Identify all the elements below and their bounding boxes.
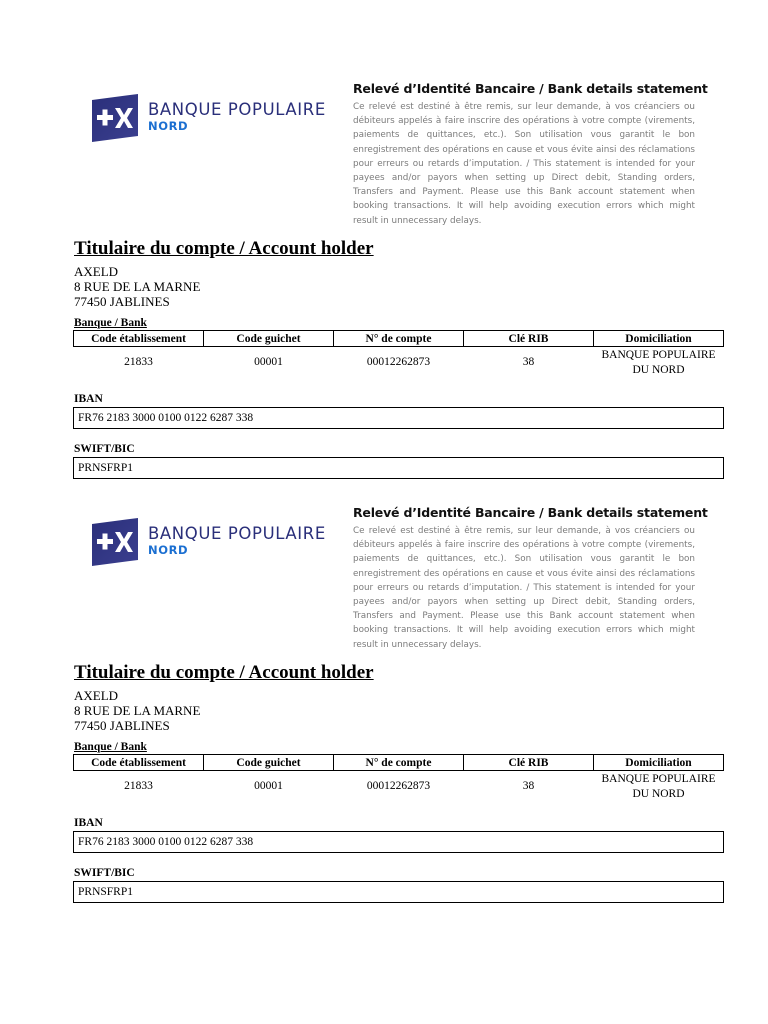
code-guichet: 00001 bbox=[254, 780, 283, 792]
code-etablissement: 21833 bbox=[124, 780, 153, 792]
logo-subtitle: NORD bbox=[148, 119, 189, 133]
rib-block bbox=[0, 424, 768, 898]
holder-city: 77450 JABLINES bbox=[74, 294, 170, 309]
rib-table bbox=[73, 330, 724, 378]
header-numero-compte: N° de compte bbox=[334, 755, 464, 771]
bank-logo bbox=[92, 94, 332, 142]
swift-label: SWIFT/BIC bbox=[74, 443, 135, 455]
banque-populaire-logo-icon bbox=[92, 94, 138, 142]
rib-block bbox=[0, 0, 768, 474]
account-holder-title: Titulaire du compte / Account holder bbox=[74, 662, 374, 683]
numero-compte: 00012262873 bbox=[366, 356, 431, 368]
cle-rib: 38 bbox=[522, 356, 535, 368]
holder-name: AXELD bbox=[74, 688, 119, 703]
iban-value: FR76 2183 3000 0100 0122 6287 338 bbox=[73, 407, 724, 429]
banque-populaire-logo-icon bbox=[92, 518, 138, 566]
code-guichet: 00001 bbox=[254, 356, 283, 368]
table-row bbox=[74, 771, 724, 803]
header-domiciliation: Domiciliation bbox=[594, 755, 724, 771]
holder-name: AXELD bbox=[74, 264, 119, 279]
header-cle-rib: Clé RIB bbox=[464, 331, 594, 347]
statement-title: Relevé d’Identité Bancaire / Bank details statement bbox=[353, 81, 708, 96]
statement-notice: Ce relevé est destiné à être remis, sur leur demande, à vos créanciers ou débiteurs appelés à faire inscrire des opérations à votre compte (virements, paiements de quittances, etc.). Son utilisation vous garantit le bon enregistrement des opérations en cause et vous évite ainsi des réclamations pour erreurs ou retards d’imputation. / This statement is intended for your payees and/or payors when setting up Direct debit, Standing orders, Transfers and Payment. Please use this Bank account statement when booking transactions. It will help avoiding execution errors which might result in unnecessary delays. bbox=[353, 102, 695, 226]
bank-label: Banque / Bank bbox=[74, 317, 147, 329]
table-row bbox=[74, 347, 724, 379]
bank-logo bbox=[92, 518, 332, 566]
domiciliation: BANQUE POPULAIRE DU NORD bbox=[601, 348, 716, 376]
header-code-guichet: Code guichet bbox=[204, 331, 334, 347]
statement-title: Relevé d’Identité Bancaire / Bank details statement bbox=[353, 505, 708, 520]
swift-label: SWIFT/BIC bbox=[74, 867, 135, 879]
logo-name: BANQUE POPULAIRE bbox=[148, 100, 326, 119]
cle-rib: 38 bbox=[522, 780, 535, 792]
header-cle-rib: Clé RIB bbox=[464, 755, 594, 771]
numero-compte: 00012262873 bbox=[366, 780, 431, 792]
iban-label: IBAN bbox=[74, 393, 103, 405]
logo-subtitle: NORD bbox=[148, 543, 189, 557]
code-etablissement: 21833 bbox=[124, 356, 153, 368]
account-holder-title: Titulaire du compte / Account holder bbox=[74, 238, 374, 259]
holder-street: 8 RUE DE LA MARNE bbox=[74, 703, 201, 718]
header-code-guichet: Code guichet bbox=[204, 755, 334, 771]
iban-label: IBAN bbox=[74, 817, 103, 829]
rib-table-header bbox=[74, 331, 724, 347]
domiciliation: BANQUE POPULAIRE DU NORD bbox=[601, 772, 716, 800]
header-numero-compte: N° de compte bbox=[334, 331, 464, 347]
iban-value: FR76 2183 3000 0100 0122 6287 338 bbox=[73, 831, 724, 853]
statement-notice: Ce relevé est destiné à être remis, sur leur demande, à vos créanciers ou débiteurs appelés à faire inscrire des opérations à votre compte (virements, paiements de quittances, etc.). Son utilisation vous garantit le bon enregistrement des opérations en cause et vous évite ainsi des réclamations pour erreurs ou retards d’imputation. / This statement is intended for your payees and/or payors when setting up Direct debit, Standing orders, Transfers and Payment. Please use this Bank account statement when booking transactions. It will help avoiding execution errors which might result in unnecessary delays. bbox=[353, 526, 695, 650]
rib-table bbox=[73, 754, 724, 802]
holder-street: 8 RUE DE LA MARNE bbox=[74, 279, 201, 294]
header-code-etablissement: Code établissement bbox=[74, 331, 204, 347]
header-code-etablissement: Code établissement bbox=[74, 755, 204, 771]
rib-table-header bbox=[74, 755, 724, 771]
swift-value: PRNSFRP1 bbox=[73, 881, 724, 903]
header-domiciliation: Domiciliation bbox=[594, 331, 724, 347]
swift-value: PRNSFRP1 bbox=[73, 457, 724, 479]
logo-name: BANQUE POPULAIRE bbox=[148, 524, 326, 543]
holder-city: 77450 JABLINES bbox=[74, 718, 170, 733]
bank-label: Banque / Bank bbox=[74, 741, 147, 753]
